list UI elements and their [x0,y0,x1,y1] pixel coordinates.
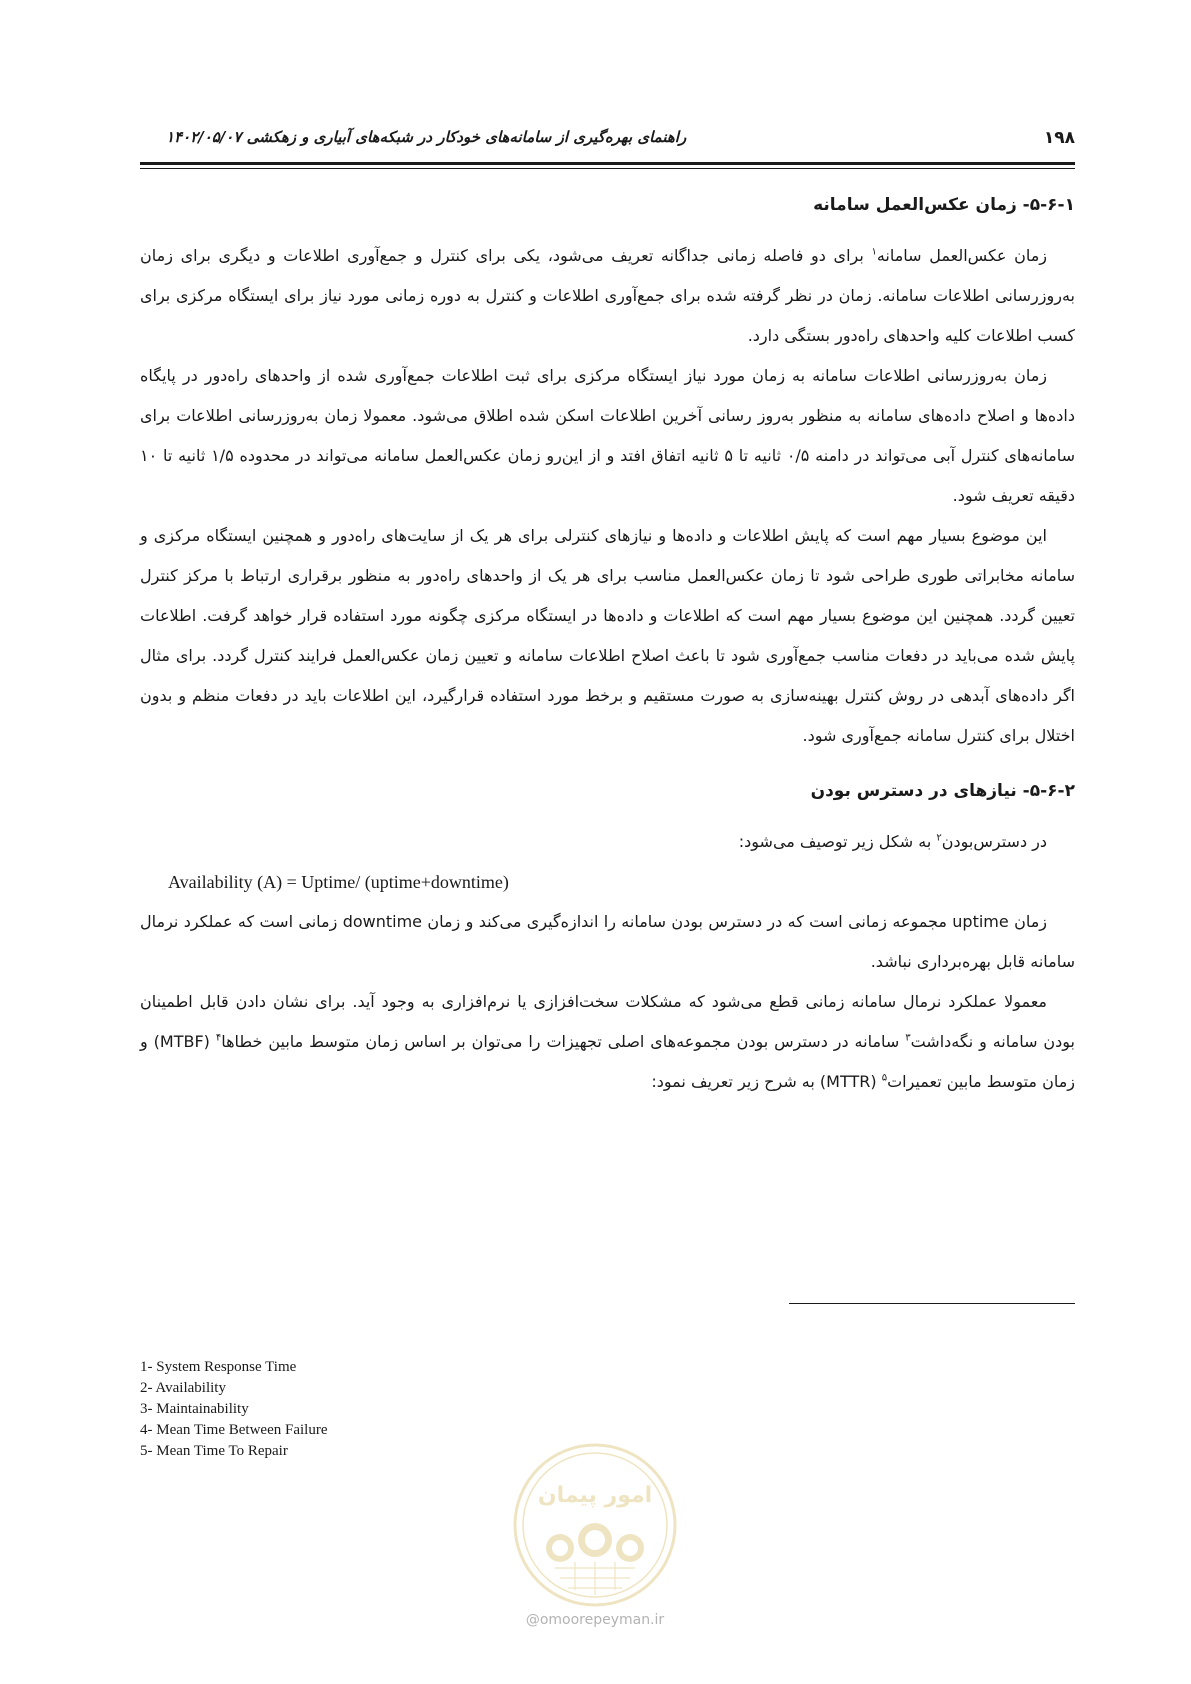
availability-formula: Availability (A) = Uptime/ (uptime+downtime) [168,872,509,892]
footnote-ref-3: ۳ [905,1032,911,1044]
footnote-item: 1- System Response Time [140,1359,297,1375]
page-body [140,188,1075,1102]
paragraph-monitoring: این موضوع بسیار مهم است که پایش اطلاعات و داده‌ها و نیازهای کنترلی برای هر یک از سایت‌های راه‌دور و همچنین ایستگاه مرکزی و سامانه مخابراتی طوری طراحی شود تا زمان عکس‌العمل مناسب برای هر یک از واحدهای راه‌دور به منظور برقراری ارتباط با مرکز کنترل تعیین گردد. همچنین این موضوع بسیار مهم است که اطلاعات و داده‌ها در ایستگاه مرکزی چگونه مورد استفاده قرار خواهد گرفت. اطلاعات پایش شده می‌باید در دفعات مناسب جمع‌آوری شود تا باعث اصلاح اطلاعات سامانه و تعیین زمان عکس‌العمل فرایند کنترل گردد. برای مثال اگر داده‌های آبدهی در روش کنترل بهینه‌سازی به صورت مستقیم و برخط مورد استفاده قرارگیرد، این اطلاعات باید در دفعات منظم و بدون اختلال برای کنترل سامانه جمع‌آوری شود. [140,526,1075,745]
watermark-logo [510,1440,680,1610]
paragraph-response-time-intro: زمان عکس‌العمل سامانه$^۱$ برای دو فاصله زمانی جداگانه تعریف می‌شود، یکی برای کنترل و جمع‌آوری اطلاعات و دیگری برای زمان به‌روزرسانی اطلاعات سامانه. زمان در نظر گرفته شده برای جمع‌آوری اطلاعات و کنترل به دوره زمانی مورد نیاز برای ایستگاه مرکزی برای کسب اطلاعات کلیه واحدهای راه‌دور بستگی دارد. [140,246,1075,345]
running-header [140,128,1075,158]
paragraph-update-time: زمان به‌روزرسانی اطلاعات سامانه به زمان مورد نیاز ایستگاه مرکزی برای ثبت اطلاعات جمع‌آوری شده از واحدهای راه‌دور در پایگاه داده‌ها و اصلاح داده‌های سامانه به منظور به‌روز رسانی آخرین اطلاعات اسکن شده اطلاق می‌شود. معمولا زمان به‌روزرسانی اطلاعات برای سامانه‌های کنترل آبی می‌تواند در دامنه ۰/۵ ثانیه تا ۵ ثانیه اتفاق افتد و از این‌رو زمان عکس‌العمل سامانه می‌تواند در محدوده ۱/۵ ثانیه تا ۱۰ دقیقه تعریف شود. [140,366,1076,505]
paragraph-uptime-downtime: زمان uptime مجموعه زمانی است که در دسترس بودن سامانه را اندازه‌گیری می‌کند و زمان downtime زمانی است که عملکرد نرمال سامانه قابل بهره‌برداری نباشد. [140,912,1075,971]
footnotes [140,1357,327,1462]
section-heading-response-time: ۵-۶-۱- زمان عکس‌العمل سامانه [813,195,1075,215]
watermark-logo-text: امور پیمان [537,1483,653,1508]
footnote-ref-2: ۲ [936,832,942,844]
document-title: راهنمای بهره‌گیری از سامانه‌های خودکار در شبکه‌های آبیاری و زهکشی [246,128,687,146]
footnote-ref-5: ۵ [881,1072,888,1084]
footnote-item: 2- Availability [140,1380,226,1396]
watermark-url: @omoorepeyman.ir [525,1612,665,1628]
document-date: ۱۴۰۲/۰۵/۰۷ [166,128,242,146]
header-rule-thick [140,162,1075,165]
footnote-ref-4: ۴ [215,1032,222,1044]
footnote-item: 5- Mean Time To Repair [140,1443,288,1459]
page-number: ۱۹۸ [1043,128,1075,148]
header-rule-thin [140,168,1075,169]
footnote-item: 4- Mean Time Between Failure [140,1422,328,1438]
running-title [140,128,686,146]
paragraph-mtbf-mttr: معمولا عملکرد نرمال سامانه زمانی قطع می‌شود که مشکلات سخت‌افزازی یا نرم‌افزاری به وجود آید. برای نشان دادن قابل اطمینان بودن سامانه و نگه‌داشت$^۳$ سامانه در دسترس بودن مجموعه‌های اصلی تجهیزات را می‌توان بر اساس زمان متوسط مابین خطاها$^۴$ (MTBF) و زمان متوسط مابین تعمیرات$^۵$ (MTTR) به شرح زیر تعریف نمود: [140,992,1076,1091]
section-heading-availability: ۵-۶-۲- نیازهای در دسترس بودن [810,781,1075,801]
footnote-item: 3- Maintainability [140,1401,249,1417]
paragraph-availability-intro: در دسترس‌بودن$^۲$ به شکل زیر توصیف می‌شود: [738,832,1047,851]
footnote-separator [789,1303,1075,1304]
footnote-ref-1: ۱ [871,246,877,258]
